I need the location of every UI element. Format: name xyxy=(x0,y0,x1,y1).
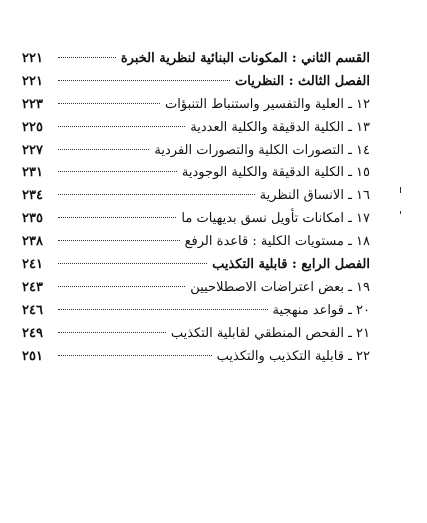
toc-row xyxy=(22,117,370,140)
toc-row xyxy=(22,323,370,346)
toc-row xyxy=(22,140,370,163)
toc-entry-title: ٢٢ ـ قابلية التكذيب والتكذيب xyxy=(216,348,370,364)
dot-leader xyxy=(58,103,160,104)
dot-leader xyxy=(58,80,230,81)
toc-entry-title: الفصل الثالث : النظريات xyxy=(235,73,370,89)
toc-page-number: ٢٣٤ xyxy=(22,188,43,204)
margin-mark xyxy=(400,211,401,214)
toc-row xyxy=(22,231,370,254)
toc-page-number: ٢٢٧ xyxy=(22,142,43,158)
toc-page-number: ٢٣٥ xyxy=(22,211,43,227)
dot-leader xyxy=(58,263,207,264)
toc-row xyxy=(22,162,370,185)
toc-row xyxy=(22,185,370,208)
toc-page-number: ٢٥١ xyxy=(22,348,43,364)
dot-leader xyxy=(58,149,149,150)
dot-leader xyxy=(58,57,116,58)
dot-leader xyxy=(58,240,180,241)
toc-entry-title: الفصل الرابع : قابلية التكذيب xyxy=(212,257,370,273)
toc-page-number: ٢٣١ xyxy=(22,165,43,181)
toc-row xyxy=(22,300,370,323)
toc-page-number: ٢٤٩ xyxy=(22,325,43,341)
table-of-contents xyxy=(22,48,370,368)
dot-leader xyxy=(58,332,166,333)
toc-page-number: ٢٣٨ xyxy=(22,234,43,250)
toc-page-number: ٢٤١ xyxy=(22,257,43,273)
toc-row xyxy=(22,71,370,94)
dot-leader xyxy=(58,309,268,310)
toc-page-number: ٢٢١ xyxy=(22,73,43,89)
toc-row xyxy=(22,277,370,300)
toc-entry-title: ١٢ ـ العلية والتفسير واستنباط التنبؤات xyxy=(165,96,370,112)
toc-entry-title: ٢١ ـ الفحص المنطقي لقابلية التكذيب xyxy=(170,325,370,341)
margin-mark xyxy=(400,187,401,193)
dot-leader xyxy=(58,355,212,356)
dot-leader xyxy=(58,194,255,195)
toc-row xyxy=(22,254,370,277)
toc-entry-title: ٢٠ ـ قواعد منهجية xyxy=(272,302,370,318)
toc-entry-title: ١٨ ـ مستويات الكلية : قاعدة الرفع xyxy=(184,234,370,250)
toc-page-number: ٢٢١ xyxy=(22,51,43,66)
toc-page-number: ٢٢٥ xyxy=(22,119,43,135)
toc-row xyxy=(22,94,370,117)
toc-page-number: ٢٤٦ xyxy=(22,302,43,318)
toc-entry-title: ١٧ ـ امكانات تأويل نسق بديهيات ما xyxy=(181,211,370,227)
toc-entry-title: ١٤ ـ التصورات الكلية والتصورات الفردية xyxy=(154,142,370,158)
dot-leader xyxy=(58,171,177,172)
toc-entry-title: ١٣ ـ الكلية الدقيقة والكلية العددية xyxy=(190,119,370,135)
toc-page-number: ٢٤٣ xyxy=(22,279,43,295)
dot-leader xyxy=(58,286,185,287)
toc-entry-title: القسم الثاني : المكونات البنائية لنظرية الخبرة xyxy=(120,51,370,66)
toc-row xyxy=(22,48,370,71)
toc-page-number: ٢٢٣ xyxy=(22,96,43,112)
toc-row xyxy=(22,208,370,231)
toc-entry-title: ١٥ ـ الكلية الدقيقة والكلية الوجودية xyxy=(181,165,370,181)
dot-leader xyxy=(58,217,176,218)
toc-entry-title: ١٩ ـ بعض اعتراضات الاصطلاحيين xyxy=(190,279,370,295)
toc-entry-title: ١٦ ـ الانساق النظرية xyxy=(259,188,370,204)
toc-row xyxy=(22,346,370,369)
dot-leader xyxy=(58,126,185,127)
